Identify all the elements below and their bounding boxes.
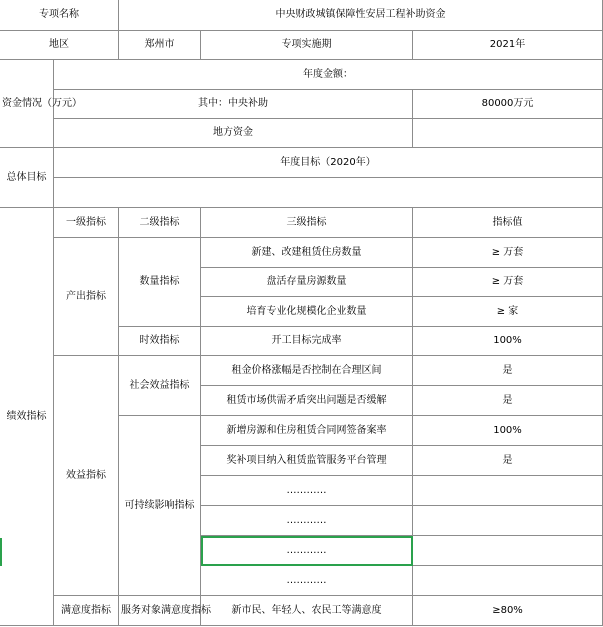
cell-col-value[interactable]: 指标值: [413, 208, 603, 238]
cell-satisfaction-label[interactable]: 满意度指标: [54, 596, 119, 626]
cell-c2-value[interactable]: 是: [413, 446, 603, 476]
cell-service-satisfaction-label[interactable]: 服务对象满意度指标: [119, 596, 201, 626]
cell-q3-name[interactable]: 培育专业化规模化企业数量: [201, 297, 413, 327]
cell-col-level2[interactable]: 二级指标: [119, 208, 201, 238]
cell-central-subsidy-value[interactable]: 80000万元: [413, 90, 603, 119]
cell-period-label[interactable]: 专项实施期: [201, 31, 413, 60]
cell-period-value[interactable]: 2021年: [413, 31, 603, 60]
cell-annual-amount-label[interactable]: 年度金额：: [54, 60, 603, 90]
cell-q1-name[interactable]: 新建、改建租赁住房数量: [201, 238, 413, 268]
cell-col-level3[interactable]: 三级指标: [201, 208, 413, 238]
cell-q2-value[interactable]: ≥ 万套: [413, 268, 603, 297]
cell-c3-name[interactable]: …………: [201, 476, 413, 506]
cell-q3-value[interactable]: ≥ 家: [413, 297, 603, 327]
cell-project-name-label[interactable]: 专项名称: [0, 0, 119, 31]
cell-s1-value[interactable]: 是: [413, 356, 603, 386]
cell-col-level1[interactable]: 一级指标: [54, 208, 119, 238]
cell-quantity-label[interactable]: 数量指标: [119, 238, 201, 327]
row-selection-marker: [0, 538, 2, 566]
cell-c1-value[interactable]: 100%: [413, 416, 603, 446]
cell-c4-value[interactable]: [413, 506, 603, 536]
cell-benefit-label[interactable]: 效益指标: [54, 356, 119, 596]
cell-funds-label[interactable]: 资金情况（万元）: [0, 60, 54, 148]
cell-c3-value[interactable]: [413, 476, 603, 506]
cell-social-label[interactable]: 社会效益指标: [119, 356, 201, 416]
cell-q2-name[interactable]: 盘活存量房源数量: [201, 268, 413, 297]
cell-m1-name[interactable]: 新市民、年轻人、农民工等满意度: [201, 596, 413, 626]
cell-project-name-value[interactable]: 中央财政城镇保障性安居工程补助资金: [119, 0, 603, 31]
cell-m1-value[interactable]: ≥80%: [413, 596, 603, 626]
cell-region-value[interactable]: 郑州市: [119, 31, 201, 60]
cell-t1-value[interactable]: 100%: [413, 327, 603, 356]
cell-c1-name[interactable]: 新增房源和住房租赁合同网签备案率: [201, 416, 413, 446]
cell-s1-name[interactable]: 租金价格涨幅是否控制在合理区间: [201, 356, 413, 386]
cell-local-funds-label[interactable]: 地方资金: [54, 119, 413, 148]
cell-c6-name[interactable]: …………: [201, 566, 413, 596]
cell-central-subsidy-label[interactable]: 其中：中央补助: [54, 90, 413, 119]
cell-timeliness-label[interactable]: 时效指标: [119, 327, 201, 356]
cell-region-label[interactable]: 地区: [0, 31, 119, 60]
cell-local-funds-value[interactable]: [413, 119, 603, 148]
cell-s2-value[interactable]: 是: [413, 386, 603, 416]
cell-annual-goal-text[interactable]: [54, 178, 603, 208]
cell-overall-goal-label[interactable]: 总体目标: [0, 148, 54, 208]
cell-t1-name[interactable]: 开工目标完成率: [201, 327, 413, 356]
cell-q1-value[interactable]: ≥ 万套: [413, 238, 603, 268]
cell-c6-value[interactable]: [413, 566, 603, 596]
cell-output-label[interactable]: 产出指标: [54, 238, 119, 356]
cell-performance-label[interactable]: 绩效指标: [0, 208, 54, 626]
cell-sustain-label[interactable]: 可持续影响指标: [119, 416, 201, 596]
cell-c4-name[interactable]: …………: [201, 506, 413, 536]
cell-s2-name[interactable]: 租赁市场供需矛盾突出问题是否缓解: [201, 386, 413, 416]
cell-c2-name[interactable]: 奖补项目纳入租赁监管服务平台管理: [201, 446, 413, 476]
cell-c5-value[interactable]: [413, 536, 603, 566]
cell-annual-goal-label[interactable]: 年度目标（2020年）: [54, 148, 603, 178]
cell-c5-name-selected[interactable]: …………: [201, 536, 413, 566]
